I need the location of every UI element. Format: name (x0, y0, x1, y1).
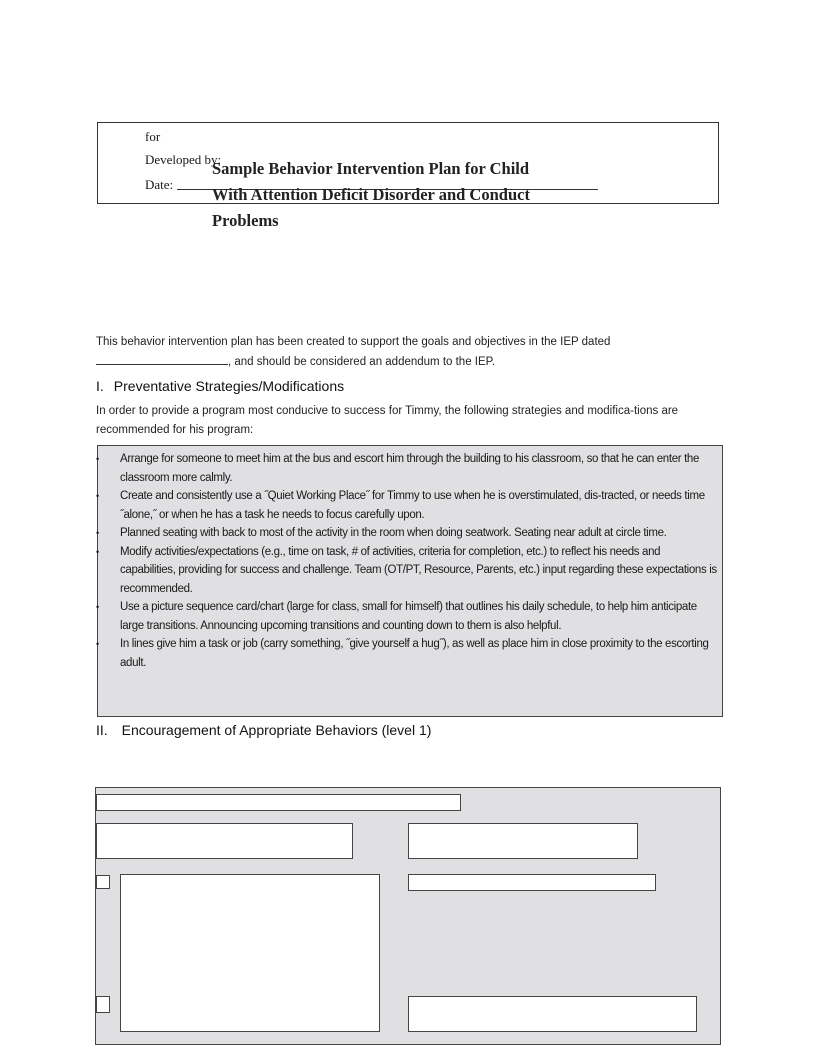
document-title (212, 156, 612, 234)
form-field-right-small[interactable] (408, 874, 656, 891)
for-label: for (145, 129, 161, 144)
title-line-1: Sample Behavior Intervention Plan for Child (212, 159, 530, 178)
section-2-title: Encouragement of Appropriate Behaviors (level 1) (121, 722, 432, 738)
list-item: • In lines give him a task or job (carry something, ˝give yourself a hug˝), as well as place him in close proximity to the escorting adult. (98, 635, 722, 672)
form-field-bottom-right[interactable] (408, 996, 697, 1032)
iep-date-blank[interactable] (96, 352, 228, 365)
list-item: • Create and consistently use a ˝Quiet Working Place˝ for Timmy to use when he is overstimulated, dis-tracted, or needs time ˝alone,˝ or when he has a task he needs to focus carefully upon. (98, 487, 722, 524)
form-textarea[interactable] (120, 874, 380, 1032)
date-label: Date: (145, 177, 174, 192)
bullet-icon: • (96, 528, 99, 538)
title-line-2: With Attention Deficit Disorder and Conduct (212, 185, 530, 204)
bullet-icon: • (96, 602, 99, 612)
bullet-icon: • (96, 639, 99, 649)
form-field-right[interactable] (408, 823, 638, 859)
strategy-box (97, 445, 723, 717)
bullet-icon: • (96, 454, 99, 464)
section-2-number: II. (96, 722, 108, 738)
section-1-title: Preventative Strategies/Modifications (113, 378, 345, 394)
intro-paragraph (96, 333, 706, 372)
list-item: • Arrange for someone to meet him at the bus and escort him through the building to his classroom, so that he can enter the classroom more calmly. (98, 450, 722, 487)
section-2-heading (96, 722, 431, 738)
intro-line-1: This behavior intervention plan has been created to support the goals and objectives in the IEP dated (96, 336, 611, 348)
form-field-left[interactable] (96, 823, 353, 859)
intro-line-2: , and should be considered an addendum to the IEP. (228, 356, 496, 368)
title-line-3: Problems (212, 211, 279, 230)
checkbox-1[interactable] (96, 875, 110, 889)
bullet-icon: • (96, 546, 99, 557)
bullet-icon: • (96, 491, 99, 501)
form-field-top[interactable] (96, 794, 461, 811)
list-item: • Use a picture sequence card/chart (large for class, small for himself) that outlines his daily schedule, to help him anticipate large transitions. Announcing upcoming transitions and counting down to them is also helpful. (98, 598, 722, 635)
section-1-heading (96, 378, 344, 394)
developed-by-label: Developed by: (145, 152, 222, 167)
form-area (95, 787, 721, 1045)
strategy-list (98, 450, 722, 672)
section-1-intro: In order to provide a program most conducive to success for Timmy, the following strategies and modifica-tions are recommended for his program: (96, 405, 679, 436)
list-item: • Planned seating with back to most of the activity in the room when doing seatwork. Seating near adult at circle time. (98, 524, 722, 543)
checkbox-2[interactable] (96, 996, 110, 1013)
section-1-number: I. (96, 378, 104, 394)
list-item: • Modify activities/expectations (e.g., time on task, # of activities, criteria for completion, etc.) to reflect his needs and capabilities, providing for success and challenge. Team (OT/PT, Resource, Parents, etc.) input regarding these expectations is recommended. (98, 543, 722, 599)
